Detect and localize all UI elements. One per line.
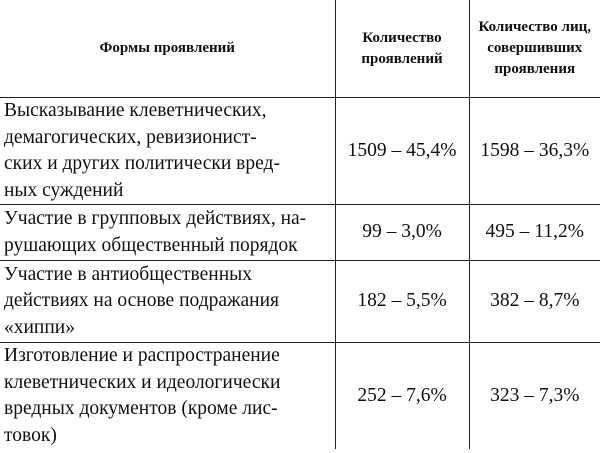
persons-cell: 323 – 7,3% [469, 343, 600, 450]
table-row [0, 205, 600, 261]
header-row [0, 0, 600, 98]
table-row [0, 98, 600, 205]
header-persons: Количество лиц, совершивших проявления [469, 0, 600, 98]
persons-cell: 1598 – 36,3% [469, 98, 600, 205]
table-row [0, 261, 600, 343]
table-row [0, 343, 600, 450]
count-cell: 182 – 5,5% [335, 261, 469, 343]
count-cell: 252 – 7,6% [335, 343, 469, 450]
form-cell: Изготовление и распространение клеветнических и идеологически вредных документов (кроме лис- товок) [0, 343, 335, 450]
count-cell: 1509 – 45,4% [335, 98, 469, 205]
form-cell: Участие в антиобщественных действиях на основе подражания «хиппи» [0, 261, 335, 343]
persons-cell: 495 – 11,2% [469, 205, 600, 261]
form-cell: Участие в групповых действиях, на- рушающих общественный порядок [0, 205, 335, 261]
persons-cell: 382 – 8,7% [469, 261, 600, 343]
header-count: Количество проявлений [335, 0, 469, 98]
header-forms: Формы проявлений [0, 0, 335, 98]
form-cell: Высказывание клеветнических, демагогических, ревизионист- ских и других политически вред- ных суждений [0, 98, 335, 205]
count-cell: 99 – 3,0% [335, 205, 469, 261]
